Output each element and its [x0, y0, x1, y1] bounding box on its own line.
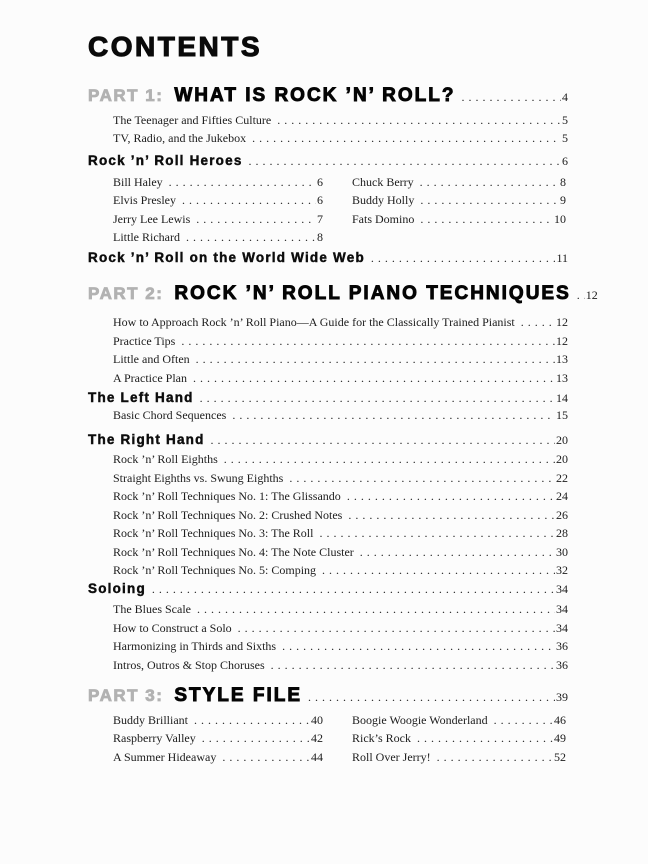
toc-row — [88, 350, 568, 368]
entry-label: Rock ’n’ Roll Techniques No. 4: The Note Cluster — [113, 544, 354, 559]
left-hand-heading-row — [88, 390, 568, 406]
dot-leader — [277, 111, 561, 129]
entry-label: Straight Eighths vs. Swung Eighths — [113, 470, 284, 485]
page-number: 12 — [585, 288, 598, 303]
page-number: 20 — [556, 433, 568, 448]
heroes-heading-row — [88, 153, 568, 169]
dot-leader — [420, 191, 559, 209]
toc-row — [88, 619, 568, 637]
toc-row — [88, 369, 568, 387]
entry-label: Jerry Lee Lewis — [113, 211, 191, 226]
entry-label: Fats Domino — [352, 211, 415, 226]
page-number: 24 — [556, 489, 568, 504]
entry-label: Buddy Holly — [352, 193, 415, 208]
dot-leader — [182, 191, 316, 209]
part1-entries — [88, 111, 568, 148]
toc-row — [113, 711, 323, 729]
page-number: 34 — [556, 582, 568, 597]
entry-label: Basic Chord Sequences — [113, 408, 227, 423]
toc-row — [88, 450, 568, 468]
column-right — [352, 711, 566, 766]
entry-label: The Blues Scale — [113, 602, 191, 617]
toc-row — [352, 729, 566, 747]
entry-label: Raspberry Valley — [113, 731, 196, 746]
right-hand-entries — [88, 450, 568, 579]
toc-row — [88, 469, 568, 487]
page-number: 5 — [562, 131, 568, 146]
soloing-entries — [88, 600, 568, 674]
dot-leader — [196, 350, 555, 368]
dot-leader — [577, 286, 585, 304]
page-number: 4 — [562, 90, 568, 104]
dot-leader — [193, 369, 555, 387]
dot-leader — [181, 332, 555, 350]
part3-label: PART 3: — [88, 685, 164, 705]
page-number: 12 — [556, 333, 568, 348]
toc-row — [113, 210, 323, 228]
page-number: 34 — [556, 620, 568, 635]
entry-label: How to Approach Rock ’n’ Roll Piano—A Guide for the Classically Trained Pianist — [113, 315, 515, 330]
soloing-heading-row — [88, 581, 568, 597]
entry-label: The Teenager and Fifties Culture — [113, 113, 272, 127]
entry-label: Little Richard — [113, 230, 180, 245]
section-title: The Left Hand — [88, 390, 194, 406]
toc-row — [352, 191, 566, 209]
entry-label: Rock ’n’ Roll Techniques No. 5: Comping — [113, 562, 317, 577]
entry-label: TV, Radio, and the Jukebox — [113, 131, 247, 146]
toc-row — [113, 729, 323, 747]
dot-leader — [197, 600, 555, 618]
toc-row — [88, 332, 568, 350]
dot-leader — [437, 748, 553, 766]
toc-row — [88, 524, 568, 542]
column-left — [113, 711, 323, 766]
page-number: 44 — [311, 749, 323, 764]
entry-label: Little and Often — [113, 352, 190, 367]
page-number: 20 — [556, 452, 568, 467]
right-hand-heading-row — [88, 432, 568, 448]
entry-label: Bill Haley — [113, 174, 163, 189]
dot-leader — [348, 506, 555, 524]
section-title: Soloing — [88, 581, 146, 597]
dot-leader — [194, 711, 310, 729]
dot-leader — [494, 711, 553, 729]
dot-leader — [222, 748, 310, 766]
part1-title: WHAT IS ROCK ’N’ ROLL? — [174, 85, 456, 106]
entry-label: Rock ’n’ Roll Eighths — [113, 452, 218, 467]
dot-leader — [282, 637, 555, 655]
part2-entries — [88, 313, 568, 387]
part2-label: PART 2: — [88, 284, 164, 304]
page-number: 11 — [556, 251, 568, 266]
column-right — [352, 173, 566, 247]
toc-row — [352, 748, 566, 766]
dot-leader — [462, 88, 562, 106]
toc-row — [113, 228, 323, 246]
toc-row — [88, 111, 568, 129]
dot-leader — [371, 250, 556, 266]
toc-row — [88, 637, 568, 655]
toc-row — [88, 406, 568, 424]
page-number: 46 — [554, 712, 566, 727]
page-number: 13 — [556, 352, 568, 367]
page-number: 8 — [317, 230, 323, 245]
page-number: 8 — [560, 174, 566, 189]
page-number: 12 — [556, 315, 568, 330]
part1-heading-row — [88, 85, 568, 107]
page-number: 7 — [317, 211, 323, 226]
entry-label: Intros, Outros & Stop Choruses — [113, 657, 265, 672]
page-number: 13 — [556, 370, 568, 385]
dot-leader — [249, 153, 561, 169]
web-heading-row — [88, 250, 568, 266]
column-left — [113, 173, 323, 247]
dot-leader — [347, 487, 555, 505]
toc-content — [88, 31, 598, 766]
dot-leader — [417, 729, 553, 747]
dot-leader — [169, 173, 316, 191]
page-number: 6 — [317, 193, 323, 208]
dot-leader — [420, 210, 553, 228]
part2-heading-row — [88, 283, 598, 305]
toc-row — [352, 173, 566, 191]
toc-row — [113, 191, 323, 209]
section-title: Rock ’n’ Roll Heroes — [88, 152, 243, 168]
entry-label: Chuck Berry — [352, 174, 414, 189]
page-number: 40 — [311, 712, 323, 727]
entry-label: A Practice Plan — [113, 370, 187, 385]
dot-leader — [420, 173, 559, 191]
page-number: 9 — [560, 193, 566, 208]
dot-leader — [186, 228, 316, 246]
dot-leader — [252, 129, 561, 147]
page-number: 5 — [562, 113, 568, 127]
page-number: 15 — [556, 408, 568, 423]
entry-label: How to Construct a Solo — [113, 620, 232, 635]
entry-label: Rock ’n’ Roll Techniques No. 3: The Roll — [113, 526, 314, 541]
page-number: 34 — [556, 602, 568, 617]
dot-leader — [308, 688, 555, 706]
page-number: 39 — [556, 689, 568, 704]
page-number: 6 — [317, 174, 323, 189]
page-number: 22 — [556, 470, 568, 485]
toc-row — [352, 711, 566, 729]
toc-row — [88, 600, 568, 618]
heroes-two-column-list — [88, 173, 568, 247]
entry-label: Rick’s Rock — [352, 731, 411, 746]
section-title: The Right Hand — [88, 432, 205, 448]
page-number: 30 — [556, 544, 568, 559]
part1-label: PART 1: — [88, 86, 164, 105]
toc-row — [113, 748, 323, 766]
page-number: 6 — [562, 153, 568, 168]
entry-label: Boogie Woogie Wonderland — [352, 712, 488, 727]
page-number: 42 — [311, 731, 323, 746]
entry-label: Harmonizing in Thirds and Sixths — [113, 639, 277, 654]
page-number: 14 — [556, 391, 568, 406]
page-number: 36 — [556, 639, 568, 654]
page-number: 36 — [556, 657, 568, 672]
page-number: 49 — [554, 731, 566, 746]
page-number: 52 — [554, 749, 566, 764]
dot-leader — [289, 469, 555, 487]
page-number: 32 — [556, 562, 568, 577]
dot-leader — [521, 313, 555, 331]
style-file-two-column-list — [88, 711, 568, 766]
entry-label: Rock ’n’ Roll Techniques No. 1: The Glissando — [113, 489, 341, 504]
dot-leader — [211, 432, 555, 448]
toc-row — [88, 487, 568, 505]
dot-leader — [271, 656, 555, 674]
part2-title: ROCK ’N’ ROLL PIANO TECHNIQUES — [174, 283, 571, 305]
page-number: 10 — [554, 211, 566, 226]
entry-label: Roll Over Jerry! — [352, 749, 431, 764]
dot-leader — [152, 581, 555, 597]
page-number: 28 — [556, 526, 568, 541]
part3-heading-row — [88, 685, 568, 707]
entry-label: A Summer Hideaway — [113, 749, 217, 764]
toc-row — [113, 173, 323, 191]
toc-row — [88, 506, 568, 524]
dot-leader — [196, 210, 316, 228]
entry-label: Rock ’n’ Roll Techniques No. 2: Crushed Notes — [113, 507, 343, 522]
dot-leader — [224, 450, 555, 468]
toc-row — [88, 129, 568, 147]
entry-label: Practice Tips — [113, 333, 176, 348]
toc-row — [88, 543, 568, 561]
entry-label: Buddy Brilliant — [113, 712, 188, 727]
page-number: 26 — [556, 507, 568, 522]
entry-label: Elvis Presley — [113, 193, 176, 208]
dot-leader — [238, 619, 555, 637]
toc-row — [88, 656, 568, 674]
toc-row — [88, 313, 568, 331]
part3-title: STYLE FILE — [174, 684, 303, 706]
toc-row — [352, 210, 566, 228]
dot-leader — [319, 524, 555, 542]
dot-leader — [200, 390, 555, 406]
dot-leader — [360, 543, 555, 561]
page-title: CONTENTS — [88, 31, 262, 62]
toc-row — [88, 561, 568, 579]
section-title: Rock ’n’ Roll on the World Wide Web — [88, 250, 365, 266]
dot-leader — [322, 561, 555, 579]
dot-leader — [202, 729, 310, 747]
dot-leader — [232, 406, 555, 424]
